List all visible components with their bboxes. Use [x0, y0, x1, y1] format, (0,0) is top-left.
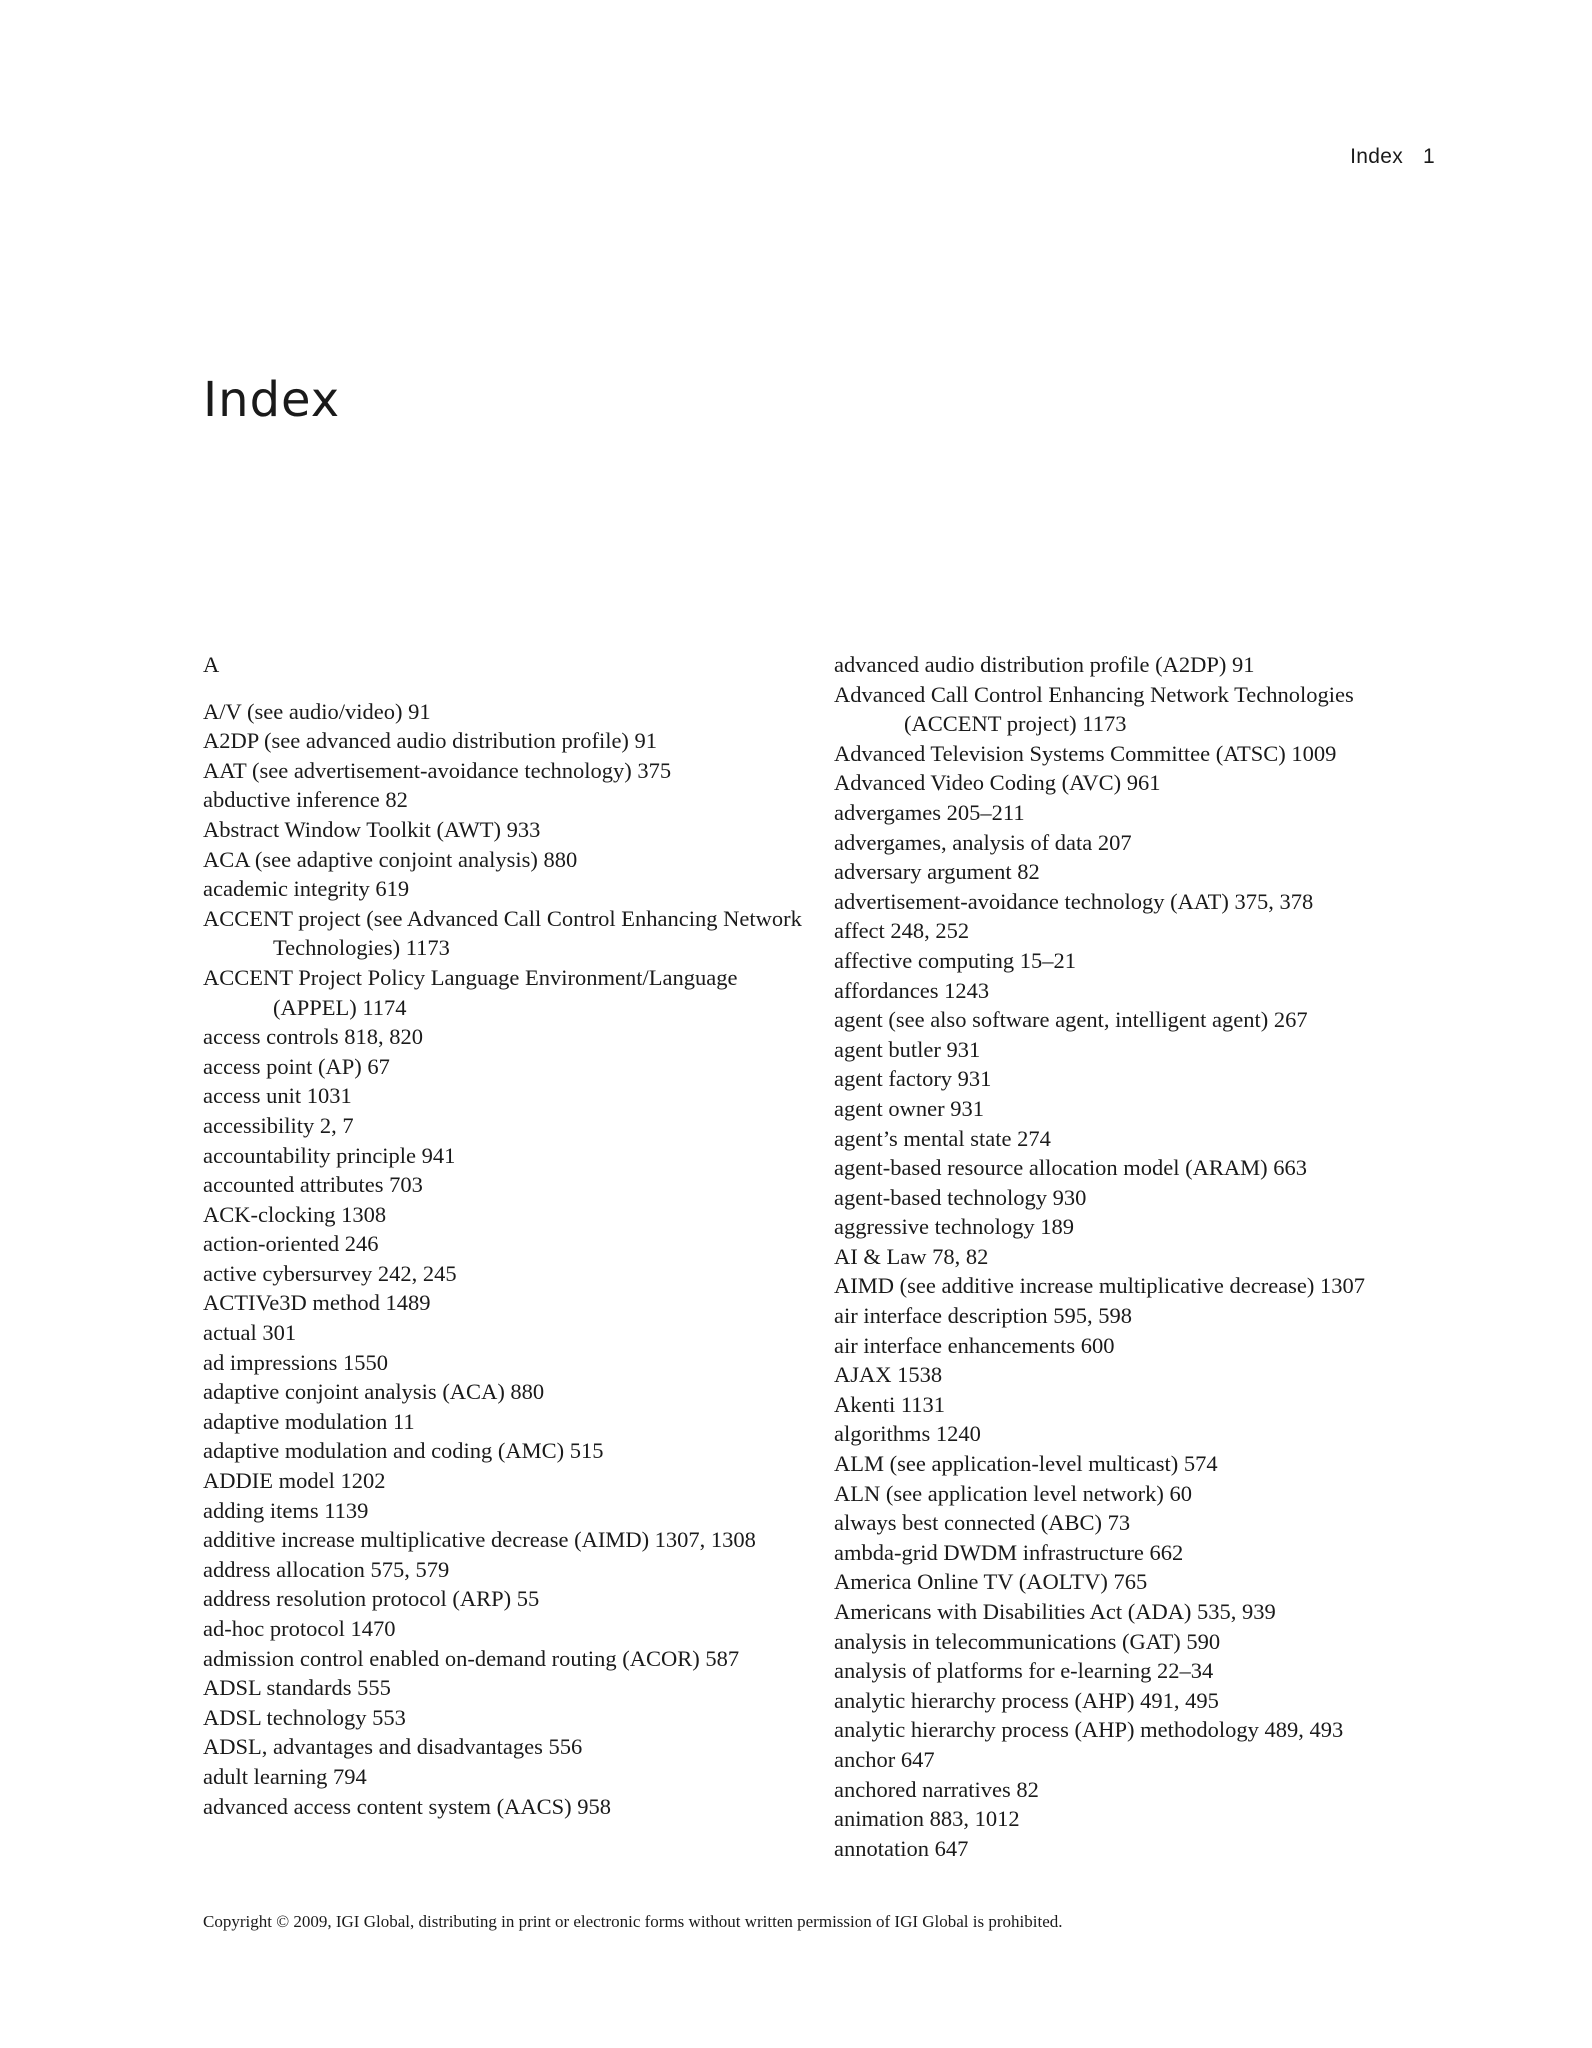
index-entry: Advanced Television Systems Committee (ATSC) 1009 — [834, 740, 1337, 766]
index-entry: abductive inference 82 — [203, 787, 408, 813]
index-entry: agent-based technology 930 — [834, 1184, 1087, 1210]
index-entry: algorithms 1240 — [834, 1421, 981, 1447]
index-entry: agent’s mental state 274 — [834, 1125, 1051, 1151]
index-entry: affective computing 15–21 — [834, 947, 1077, 973]
index-entry: adult learning 794 — [203, 1763, 367, 1789]
index-entry: affordances 1243 — [834, 977, 990, 1003]
index-entry: advergames 205–211 — [834, 799, 1025, 825]
running-head-label: Index — [1350, 145, 1404, 168]
index-entry: accounted attributes 703 — [203, 1172, 423, 1198]
index-entry: AAT (see advertisement-avoidance technology) 375 — [203, 757, 672, 783]
index-entry: ambda-grid DWDM infrastructure 662 — [834, 1539, 1184, 1565]
index-entry: annotation 647 — [834, 1835, 969, 1861]
index-entry: air interface enhancements 600 — [834, 1332, 1115, 1358]
index-entry: AI & Law 78, 82 — [834, 1243, 989, 1269]
index-entry: action-oriented 246 — [203, 1231, 379, 1257]
index-entry: accountability principle 941 — [203, 1142, 456, 1168]
index-entry: ALM (see application-level multicast) 574 — [834, 1451, 1218, 1477]
index-entry: ad-hoc protocol 1470 — [203, 1616, 396, 1641]
index-entry: ACTIVe3D method 1489 — [203, 1290, 431, 1316]
running-head — [1350, 145, 1435, 169]
index-entry: A/V (see audio/video) 91 — [203, 698, 431, 724]
index-entry: access point (AP) 67 — [203, 1053, 390, 1079]
index-entry: address allocation 575, 579 — [203, 1556, 450, 1582]
index-entry: agent (see also software agent, intelligent agent) 267 — [834, 1007, 1308, 1033]
copyright-notice: Copyright © 2009, IGI Global, distributing in print or electronic forms without written permission of IGI Global is prohibited. — [203, 1912, 1063, 1931]
index-entry: access unit 1031 — [203, 1083, 352, 1109]
index-entry: accessibility 2, 7 — [203, 1112, 354, 1138]
index-entry: A2DP (see advanced audio distribution profile) 91 — [203, 728, 658, 754]
index-entry: ACCENT Project Policy Language Environment/Language (APPEL) 1174 — [203, 964, 738, 1020]
section-letter: A — [203, 652, 220, 677]
index-entry: aggressive technology 189 — [834, 1214, 1074, 1240]
index-entry: adding items 1139 — [203, 1497, 369, 1523]
index-entry: always best connected (ABC) 73 — [834, 1510, 1131, 1536]
index-entry: ACCENT project (see Advanced Call Control Enhancing Network Technologies) 1173 — [203, 905, 802, 961]
index-entry: agent butler 931 — [834, 1036, 981, 1062]
index-entry: AJAX 1538 — [834, 1362, 943, 1388]
index-entry: air interface description 595, 598 — [834, 1303, 1133, 1329]
index-entry: advanced access content system (AACS) 958 — [203, 1793, 612, 1819]
index-entry: agent factory 931 — [834, 1066, 992, 1092]
index-entry: adaptive modulation and coding (AMC) 515 — [203, 1438, 604, 1464]
index-entry: ADSL, advantages and disadvantages 556 — [203, 1734, 583, 1760]
index-entry: affect 248, 252 — [834, 918, 970, 944]
index-entry: ADDIE model 1202 — [203, 1468, 386, 1494]
index-entry: America Online TV (AOLTV) 765 — [834, 1569, 1148, 1595]
index-entry: advergames, analysis of data 207 — [834, 829, 1132, 855]
index-entry: actual 301 — [203, 1320, 297, 1346]
index-entry: ACK-clocking 1308 — [203, 1201, 387, 1227]
index-column-left — [203, 650, 813, 1821]
index-entry: academic integrity 619 — [203, 876, 410, 902]
index-entry: Abstract Window Toolkit (AWT) 933 — [203, 816, 541, 842]
index-entry: analytic hierarchy process (AHP) 491, 495 — [834, 1687, 1219, 1713]
index-entry: ALN (see application level network) 60 — [834, 1480, 1193, 1506]
page-title: Index — [203, 372, 341, 428]
index-entry: ADSL standards 555 — [203, 1675, 391, 1701]
index-entry: Akenti 1131 — [834, 1391, 946, 1417]
index-entry: agent owner 931 — [834, 1095, 984, 1121]
index-entry: ad impressions 1550 — [203, 1349, 388, 1375]
index-column-right — [834, 650, 1434, 1863]
index-entry: Advanced Call Control Enhancing Network Technologies (ACCENT project) 1173 — [834, 681, 1354, 737]
index-entry: analysis of platforms for e-learning 22–34 — [834, 1658, 1214, 1684]
index-entry: Americans with Disabilities Act (ADA) 535, 939 — [834, 1599, 1276, 1624]
index-entry: anchored narratives 82 — [834, 1776, 1039, 1802]
index-entry: agent-based resource allocation model (ARAM) 663 — [834, 1155, 1307, 1181]
page-number: 1 — [1423, 145, 1435, 168]
index-entry: anchor 647 — [834, 1746, 935, 1772]
index-entry: ACA (see adaptive conjoint analysis) 880 — [203, 846, 578, 872]
index-entry: access controls 818, 820 — [203, 1024, 423, 1050]
index-entry: advertisement-avoidance technology (AAT) 375, 378 — [834, 888, 1314, 914]
index-entry: Advanced Video Coding (AVC) 961 — [834, 770, 1161, 796]
index-entry: animation 883, 1012 — [834, 1806, 1020, 1832]
index-entry: active cybersurvey 242, 245 — [203, 1260, 457, 1286]
index-entry: advanced audio distribution profile (A2DP) 91 — [834, 652, 1255, 677]
index-entry: additive increase multiplicative decrease (AIMD) 1307, 1308 — [203, 1527, 756, 1553]
index-entry: adversary argument 82 — [834, 859, 1040, 885]
index-entry: ADSL technology 553 — [203, 1704, 406, 1730]
index-entry: address resolution protocol (ARP) 55 — [203, 1586, 540, 1612]
index-entry: adaptive modulation 11 — [203, 1408, 415, 1434]
index-entry: adaptive conjoint analysis (ACA) 880 — [203, 1379, 545, 1405]
index-entry: admission control enabled on-demand routing (ACOR) 587 — [203, 1645, 740, 1671]
index-entry: AIMD (see additive increase multiplicative decrease) 1307 — [834, 1273, 1366, 1299]
index-entry: analysis in telecommunications (GAT) 590 — [834, 1628, 1221, 1654]
index-entry: analytic hierarchy process (AHP) methodology 489, 493 — [834, 1717, 1344, 1743]
